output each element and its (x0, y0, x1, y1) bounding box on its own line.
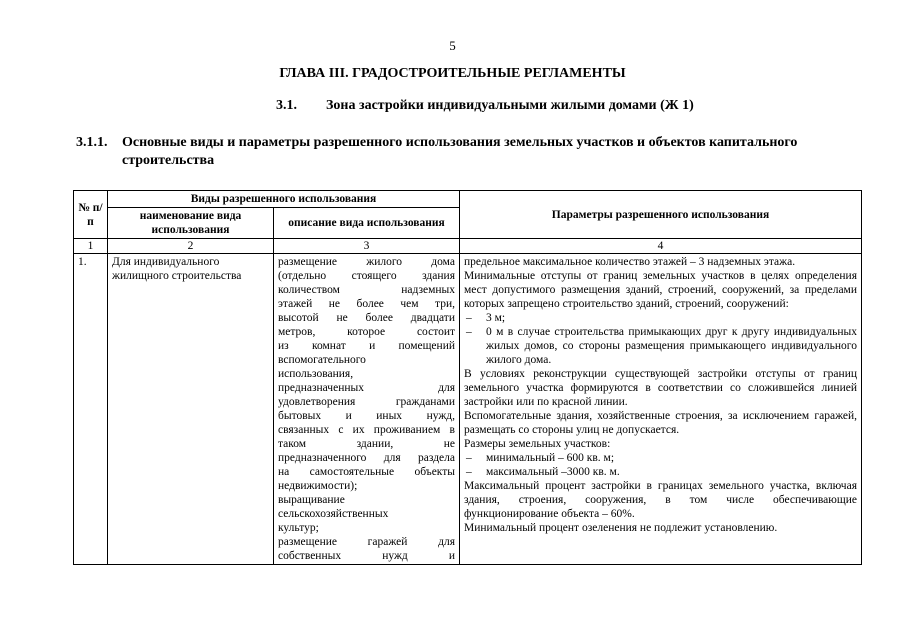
param-paragraph: Минимальный процент озеленения не подлежит установлению. (464, 522, 778, 534)
description-line: из комнат и помещений (278, 340, 455, 352)
params-cell (460, 254, 862, 565)
param-paragraph: Максимальный процент застройки в границах земельного участка, включая здания, строения, сооружения, в том числе обеспечивающие функционирование объекта – 60%. (464, 480, 857, 520)
description-line: недвижимости); (278, 480, 358, 492)
param-paragraph: В условиях реконструкции существующей застройки отступы от границ земельного участка формируются в соответствии со сложившейся линией застройки или по красной линии. (464, 368, 857, 408)
description-line: высотой не более двадцати (278, 312, 455, 324)
header-use-name: наименование вида использования (108, 208, 274, 239)
description-line: выращивание (278, 494, 345, 506)
description-line: бытовых и иных нужд, (278, 410, 455, 422)
param-paragraph: Вспомогательные здания, хозяйственные строения, за исключением гаражей, размещать со стороны улиц не допускается. (464, 410, 857, 436)
bullet-text: 0 м в случае строительства примыкающих друг к другу индивидуальных жилых домов, со стороны размещения примыкающего индивидуального жилого дома. (486, 326, 857, 366)
use-name: Для индивидуального жилищного строительства (108, 254, 274, 565)
param-paragraph: предельное максимальное количество этажей – 3 надземных этажа. (464, 256, 796, 268)
chapter-title: ГЛАВА III. ГРАДОСТРОИТЕЛЬНЫЕ РЕГЛАМЕНТЫ (279, 66, 626, 81)
header-row-1 (74, 191, 862, 208)
column-index-row (74, 239, 862, 254)
description-line: связанных с их проживанием в (278, 424, 455, 436)
subsection-heading (76, 134, 866, 170)
description-line: собственных нужд и (278, 550, 455, 562)
param-bullet (464, 311, 857, 325)
use-description (274, 254, 460, 565)
header-use-description: описание вида использования (274, 208, 460, 239)
description-line: размещение жилого дома (278, 256, 455, 268)
column-index: 1 (74, 239, 108, 254)
param-paragraph: Минимальные отступы от границ земельных участков в целях определения мест допустимого размещения зданий, строений, сооружений, за пределами которых запрещено строительство зданий, строений, сооружений: (464, 270, 857, 310)
param-bullet (464, 325, 857, 367)
bullet-text: максимальный –3000 кв. м. (486, 466, 620, 478)
header-use-types: Виды разрешенного использования (108, 191, 460, 208)
description-line: культур; (278, 522, 319, 534)
description-line: таком здании, не (278, 438, 455, 450)
dash-marker: – (466, 466, 472, 478)
zone-title: Зона застройки индивидуальными жилыми домами (Ж 1) (326, 98, 694, 113)
description-line: предназначенных для (278, 382, 455, 394)
zone-heading (276, 98, 694, 114)
bullet-text: 3 м; (486, 312, 506, 324)
description-line: вспомогательного (278, 354, 366, 366)
description-line: этажей не более чем три, (278, 298, 455, 310)
page-number: 5 (449, 38, 456, 53)
description-line: удовлетворения гражданами (278, 396, 455, 408)
dash-marker: – (466, 312, 472, 324)
header-params: Параметры разрешенного использования (460, 191, 862, 239)
description-line: количеством надземных (278, 284, 455, 296)
description-line: предназначенного для раздела (278, 452, 455, 464)
column-index: 2 (108, 239, 274, 254)
subsection-number: 3.1.1. (76, 135, 108, 150)
table-row (74, 254, 862, 565)
description-line: на самостоятельные объекты (278, 466, 455, 478)
column-index: 3 (274, 239, 460, 254)
param-paragraph: Размеры земельных участков: (464, 438, 611, 450)
description-line: использования, (278, 368, 354, 380)
description-line: (отдельно стоящего здания (278, 270, 455, 282)
subsection-title: Основные виды и параметры разрешенного использования земельных участков и объектов капитального строительства (122, 135, 798, 168)
column-index: 4 (460, 239, 862, 254)
description-line: метров, которое состоит (278, 326, 455, 338)
param-bullet (464, 451, 857, 465)
description-line: размещение гаражей для (278, 536, 455, 548)
dash-marker: – (466, 326, 472, 338)
row-number: 1. (74, 254, 108, 565)
regulations-table (73, 190, 862, 565)
description-line: сельскохозяйственных (278, 508, 389, 520)
bullet-text: минимальный – 600 кв. м; (486, 452, 615, 464)
dash-marker: – (466, 452, 472, 464)
zone-number: 3.1. (276, 98, 297, 113)
param-bullet (464, 465, 857, 479)
header-num: № п/п (74, 191, 108, 239)
